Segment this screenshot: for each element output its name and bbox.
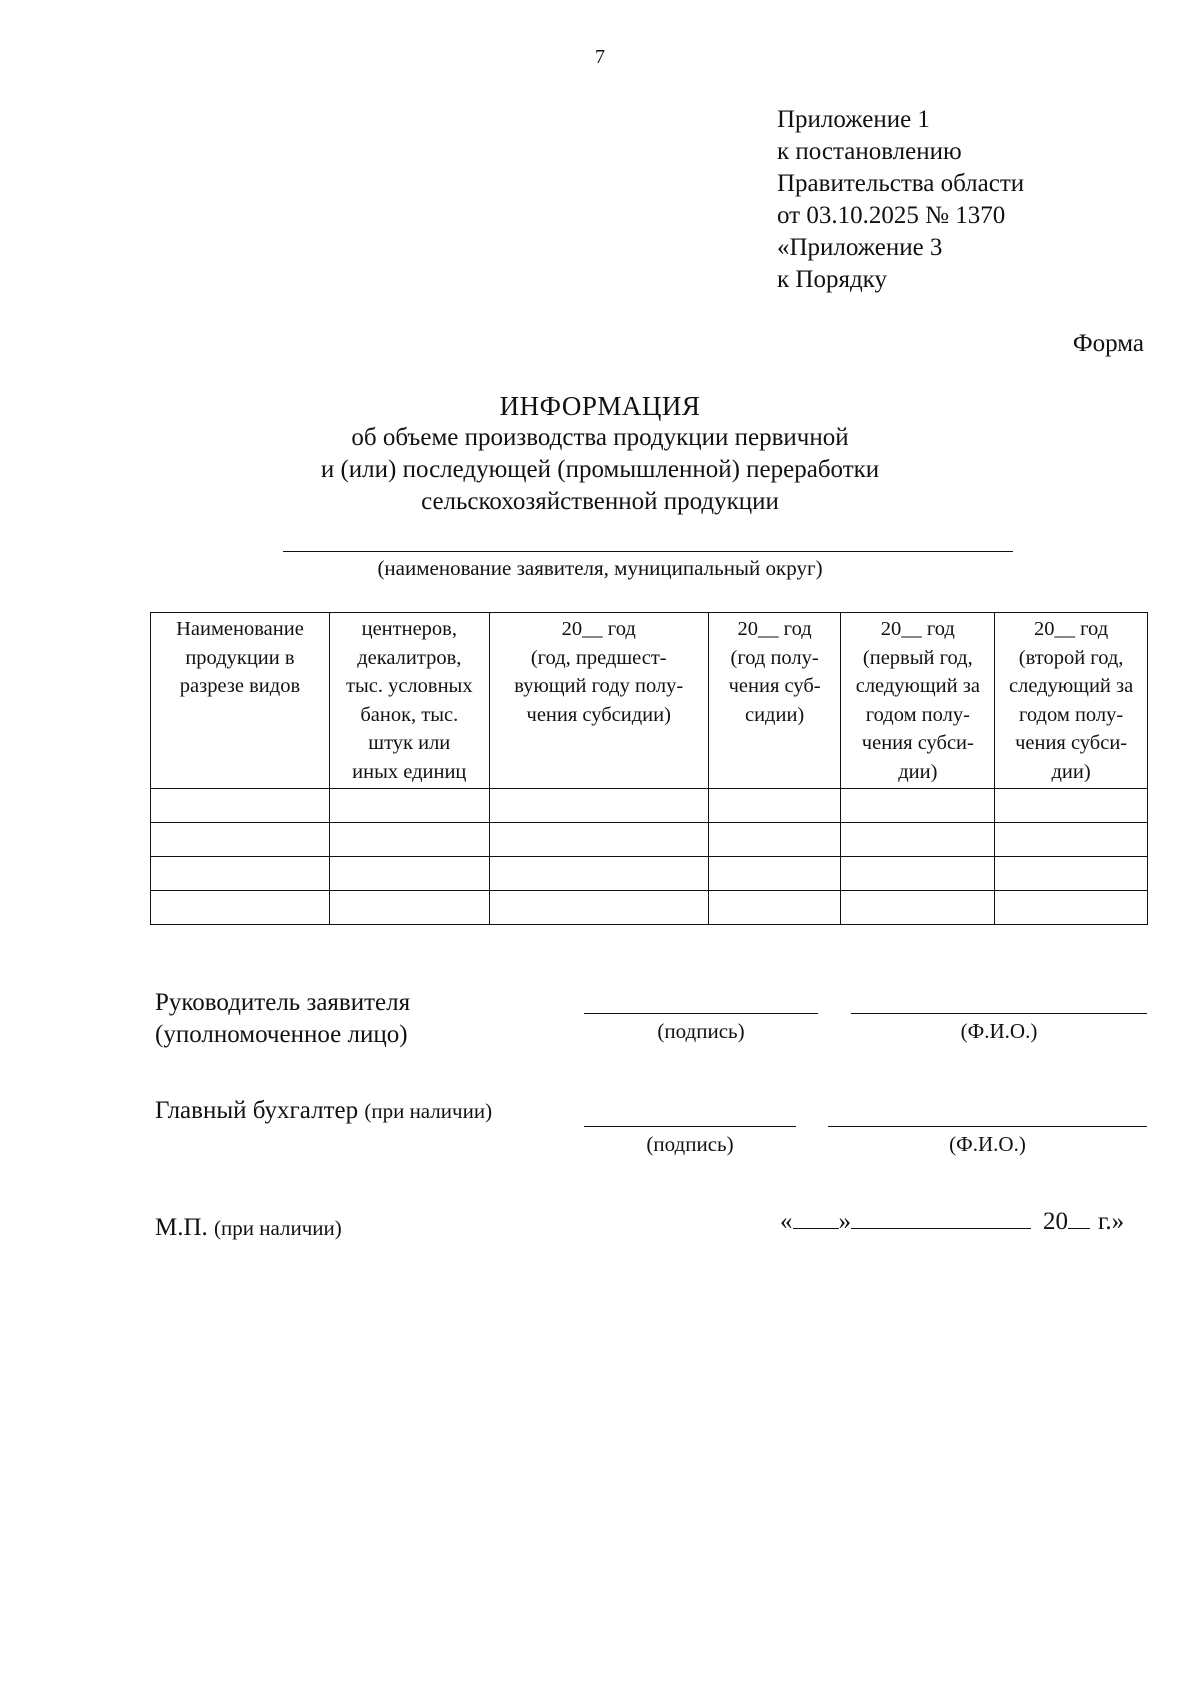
table-cell[interactable] xyxy=(489,891,708,925)
head-signature-line[interactable] xyxy=(584,1013,818,1014)
production-table xyxy=(150,612,1148,925)
header-year-before-subsidy: 20__ год (год, предшест- вующий году полу- чения субсидии) xyxy=(489,613,708,789)
table-cell[interactable] xyxy=(708,823,841,857)
stamp-label: М.П. (при наличии) xyxy=(155,1214,342,1241)
table-cell[interactable] xyxy=(489,789,708,823)
header-second-year-after: 20__ год (второй год, следующий за годом полу- чения субси- дии) xyxy=(995,613,1148,789)
table-cell[interactable] xyxy=(151,891,330,925)
table-cell[interactable] xyxy=(995,823,1148,857)
date-year-blank[interactable] xyxy=(1068,1208,1090,1229)
heading-line: об объеме производства продукции первичной xyxy=(351,424,849,451)
table-cell[interactable] xyxy=(489,823,708,857)
table-header-row xyxy=(151,613,1148,789)
heading-line: и (или) последующей (промышленной) переработки xyxy=(320,456,880,483)
head-signature-caption: (подпись) xyxy=(657,1019,745,1043)
table-cell[interactable] xyxy=(151,789,330,823)
table-cell[interactable] xyxy=(151,857,330,891)
table-cell[interactable] xyxy=(329,823,489,857)
accountant-signature-label: Главный бухгалтер (при наличии) xyxy=(155,1097,493,1124)
head-name-caption: (Ф.И.О.) xyxy=(960,1019,1038,1043)
header-subsidy-year: 20__ год (год полу- чения суб- сидии) xyxy=(708,613,841,789)
head-name-line[interactable] xyxy=(851,1013,1147,1014)
accountant-name-line[interactable] xyxy=(828,1126,1147,1127)
form-label: Форма xyxy=(1072,330,1144,357)
table-cell[interactable] xyxy=(841,823,995,857)
date-day-blank[interactable] xyxy=(793,1208,839,1229)
document-title: ИНФОРМАЦИЯ xyxy=(499,391,701,421)
table-cell[interactable] xyxy=(995,789,1148,823)
table-cell[interactable] xyxy=(708,789,841,823)
date-field: « » 20 г.» xyxy=(780,1208,1125,1235)
appendix-line: «Приложение 3 xyxy=(777,234,943,261)
table-cell[interactable] xyxy=(841,891,995,925)
appendix-line: от 03.10.2025 № 1370 xyxy=(777,202,1006,229)
date-month-blank[interactable] xyxy=(851,1208,1031,1229)
page-number: 7 xyxy=(595,46,605,68)
appendix-line: Правительства области xyxy=(777,170,1025,197)
table-cell[interactable] xyxy=(151,823,330,857)
header-units: центнеров, декалитров, тыс. условных банок, тыс. штук или иных единиц xyxy=(329,613,489,789)
table-row xyxy=(151,789,1148,823)
table-cell[interactable] xyxy=(489,857,708,891)
accountant-signature-line[interactable] xyxy=(584,1126,796,1127)
applicant-name-line[interactable] xyxy=(283,551,1013,552)
table-cell[interactable] xyxy=(329,789,489,823)
table-cell[interactable] xyxy=(329,857,489,891)
appendix-block xyxy=(777,104,1024,296)
header-first-year-after: 20__ год (первый год, следующий за годом полу- чения субси- дии) xyxy=(841,613,995,789)
appendix-line: к Порядку xyxy=(777,266,887,293)
table-cell[interactable] xyxy=(329,891,489,925)
appendix-line: к постановлению xyxy=(777,138,962,165)
table-cell[interactable] xyxy=(841,857,995,891)
heading-line: сельскохозяйственной продукции xyxy=(421,488,779,515)
table-row xyxy=(151,891,1148,925)
table-row xyxy=(151,857,1148,891)
head-signature-label: Руководитель заявителя (уполномоченное лицо) xyxy=(155,989,411,1048)
applicant-caption: (наименование заявителя, муниципальный округ) xyxy=(377,556,823,580)
accountant-name-caption: (Ф.И.О.) xyxy=(949,1132,1026,1156)
table-cell[interactable] xyxy=(995,857,1148,891)
table-row xyxy=(151,823,1148,857)
document-heading xyxy=(0,390,1200,518)
table-cell[interactable] xyxy=(708,891,841,925)
header-product-name: Наименование продукции в разрезе видов xyxy=(151,613,330,789)
accountant-signature-caption: (подпись) xyxy=(646,1132,734,1156)
table-cell[interactable] xyxy=(841,789,995,823)
table-cell[interactable] xyxy=(708,857,841,891)
appendix-line: Приложение 1 xyxy=(777,106,930,133)
table-cell[interactable] xyxy=(995,891,1148,925)
